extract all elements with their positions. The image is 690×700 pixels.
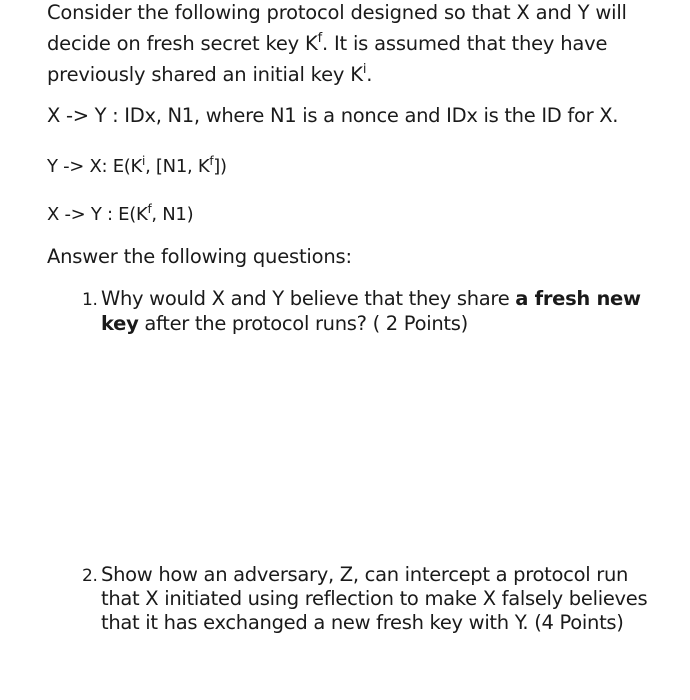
intro-line-3-text-b: . xyxy=(366,63,373,86)
question-1-emphasis-a: a fresh new xyxy=(515,287,641,310)
protocol-step-2 xyxy=(47,155,227,179)
answer-heading xyxy=(47,244,352,270)
question-1-line-2 xyxy=(101,312,468,336)
intro-line-3 xyxy=(47,62,372,88)
protocol-step-2-text-a: Y -> X: E(K xyxy=(47,156,143,177)
intro-line-2-text-b: . It is assumed that they have xyxy=(321,32,608,55)
superscript-f: f xyxy=(317,31,322,46)
protocol-step-2-text-c: ]) xyxy=(213,156,227,177)
protocol-step-3 xyxy=(47,203,193,227)
superscript-f: f xyxy=(147,202,152,216)
question-2-line-1: Show how an adversary, Z, can intercept a protocol run xyxy=(101,563,629,586)
question-2-line-2: that X initiated using reflection to make X falsely believes xyxy=(101,587,648,610)
question-1-number: 1. xyxy=(82,290,98,310)
superscript-i: i xyxy=(362,62,367,77)
superscript-f: f xyxy=(209,154,214,168)
protocol-step-1-text: X -> Y : IDx, N1, where N1 is a nonce and IDx is the ID for X. xyxy=(47,104,619,127)
question-2-number: 2. xyxy=(82,566,98,586)
intro-line-2 xyxy=(47,31,607,57)
intro-line-1-text: Consider the following protocol designed so that X and Y will xyxy=(47,1,627,24)
intro-line-3-text-a: previously shared an initial key K xyxy=(47,63,363,86)
question-1-emphasis-b: key xyxy=(101,312,139,335)
answer-heading-text: Answer the following questions: xyxy=(47,245,352,268)
intro-line-2-text-a: decide on fresh secret key K xyxy=(47,32,318,55)
superscript-i: i xyxy=(142,154,146,168)
question-1-line-1 xyxy=(101,287,641,311)
question-2-line-3: that it has exchanged a new fresh key with Y. (4 Points) xyxy=(101,611,624,634)
protocol-step-2-text-b: , [N1, K xyxy=(145,156,210,177)
question-1-text-a: Why would X and Y believe that they share xyxy=(101,287,516,310)
protocol-step-1 xyxy=(47,103,618,129)
question-1-text-b: after the protocol runs? ( 2 Points) xyxy=(138,312,468,335)
protocol-step-3-text-b: , N1) xyxy=(151,204,194,225)
protocol-step-3-text-a: X -> Y : E(K xyxy=(47,204,148,225)
intro-line-1 xyxy=(47,0,627,26)
